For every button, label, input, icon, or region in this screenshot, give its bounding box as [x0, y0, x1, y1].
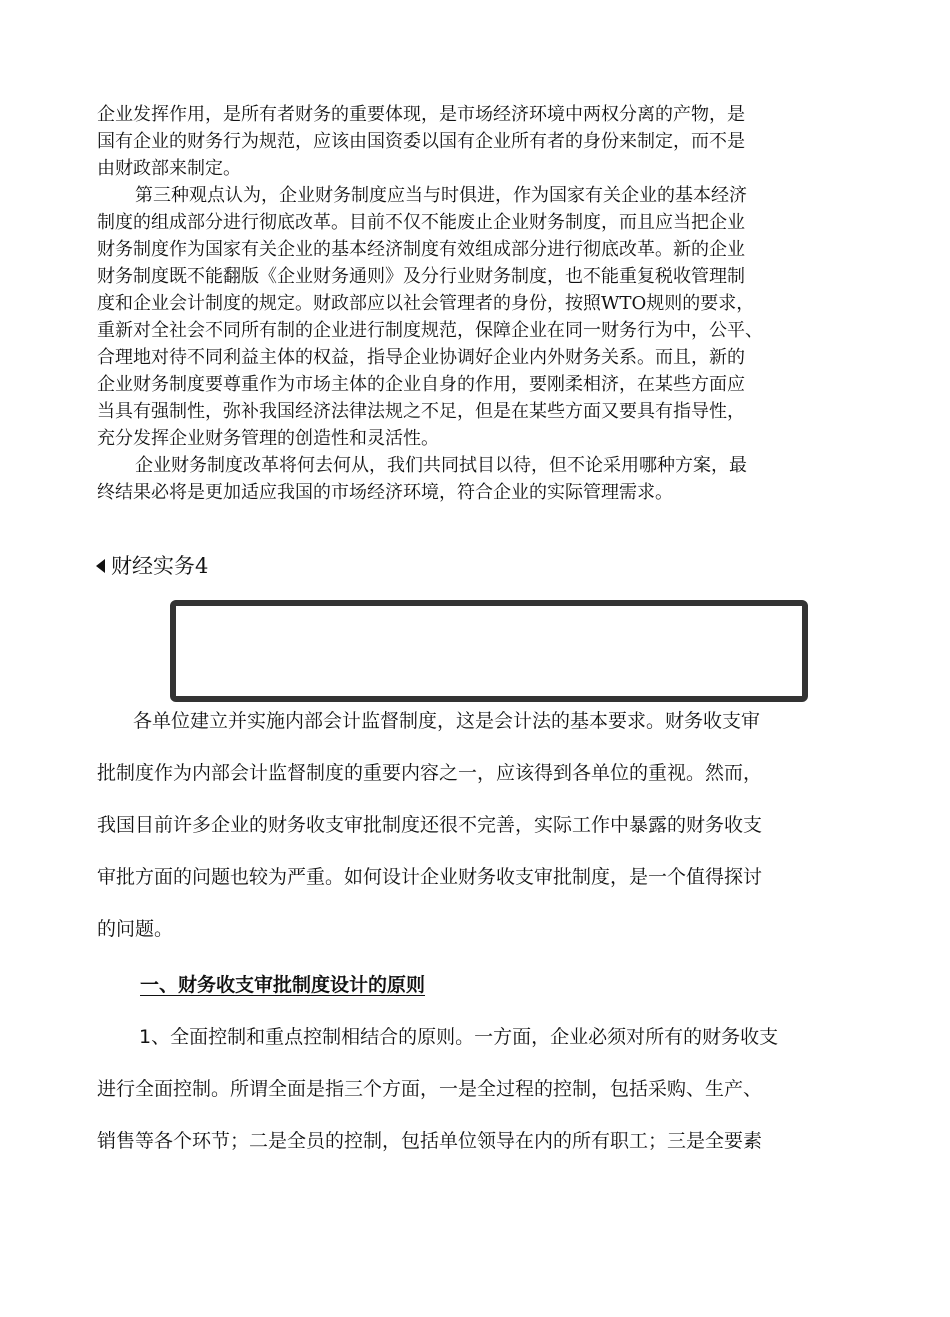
text-line: 终结果必将是更加适应我国的市场经济环境，符合企业的实际管理需求。 [97, 482, 673, 503]
section-heading [96, 551, 208, 581]
text-line: 进行全面控制。所谓全面是指三个方面，一是全过程的控制，包括采购、生产、 [97, 1078, 763, 1100]
paragraph-conclusion [97, 452, 853, 506]
principle-paragraph [97, 1011, 857, 1167]
text-line: 审批方面的问题也较为严重。如何设计企业财务收支审批制度，是一个值得探讨 [97, 866, 763, 888]
text-line: 企业财务制度要尊重作为市场主体的企业自身的作用，要刚柔相济，在某些方面应 [97, 374, 745, 395]
left-triangle-icon [96, 559, 105, 573]
section-heading-text: 财经实务4 [111, 554, 209, 578]
text-line: 财务制度既不能翻版《企业财务通则》及分行业财务制度，也不能重复税收管理制 [97, 266, 745, 287]
text-line: 重新对全社会不同所有制的企业进行制度规范，保障企业在同一财务行为中，公平、 [97, 320, 763, 341]
text-line: 销售等各个环节；二是全员的控制，包括单位领导在内的所有职工；三是全要素 [97, 1130, 763, 1152]
text-line: 财务制度作为国家有关企业的基本经济制度有效组成部分进行彻底改革。新的企业 [97, 239, 745, 260]
text-line: 由财政部来制定。 [97, 158, 241, 179]
text-line: 企业财务制度改革将何去何从，我们共同拭目以待，但不论采用哪种方案，最 [135, 455, 747, 476]
text-line: 当具有强制性，弥补我国经济法律法规之不足，但是在某些方面又要具有指导性， [97, 401, 745, 422]
text-line: 我国目前许多企业的财务收支审批制度还很不完善，实际工作中暴露的财务收支 [97, 814, 763, 836]
subsection-heading: 一、财务收支审批制度设计的原则 [140, 974, 426, 996]
empty-title-box [170, 600, 808, 702]
text-line: 企业发挥作用，是所有者财务的重要体现，是市场经济环境中两权分离的产物，是 [97, 104, 745, 125]
text-line: 第三种观点认为，企业财务制度应当与时俱进，作为国家有关企业的基本经济 [135, 185, 747, 206]
text-line: 合理地对待不同利益主体的权益，指导企业协调好企业内外财务关系。而且，新的 [97, 347, 745, 368]
text-line: 批制度作为内部会计监督制度的重要内容之一，应该得到各单位的重视。然而， [97, 762, 763, 784]
text-line: 的问题。 [97, 918, 174, 940]
paragraph-continuation [97, 101, 853, 182]
text-line: 国有企业的财务行为规范，应该由国资委以国有企业所有者的身份来制定，而不是 [97, 131, 745, 152]
text-line: 1、全面控制和重点控制相结合的原则。一方面，企业必须对所有的财务收支 [139, 1026, 779, 1048]
text-line: 度和企业会计制度的规定。财政部应以社会管理者的身份，按照WTO规则的要求， [97, 293, 755, 314]
paragraph-third-view [97, 182, 853, 452]
text-line: 各单位建立并实施内部会计监督制度，这是会计法的基本要求。财务收支审 [133, 710, 761, 732]
text-line: 制度的组成部分进行彻底改革。目前不仅不能废止企业财务制度，而且应当把企业 [97, 212, 745, 233]
intro-paragraph [97, 695, 857, 955]
text-line: 充分发挥企业财务管理的创造性和灵活性。 [97, 428, 439, 449]
